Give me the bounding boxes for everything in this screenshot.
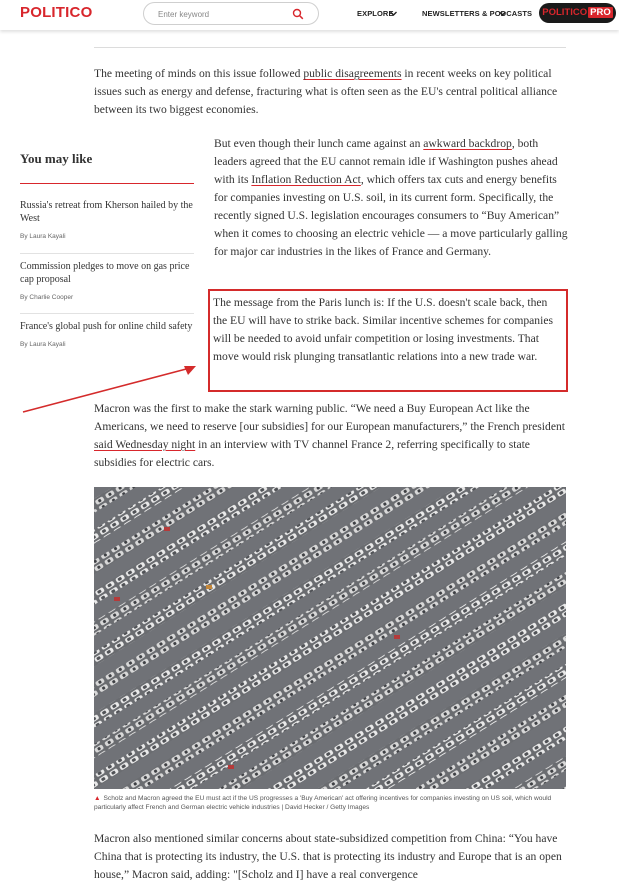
text: Macron was the first to make the stark warning public. “We need a Buy European Act like the Americans, we need to reserve [our subsidies] for our European manufacturers,” the French president: [94, 402, 565, 433]
link-awkward-backdrop[interactable]: awkward backdrop: [423, 137, 512, 150]
divider: [20, 183, 194, 184]
pro-label-politico: POLITICO: [542, 7, 588, 18]
photo-caption: [94, 795, 566, 812]
site-header: [0, 0, 619, 30]
related-article[interactable]: [20, 320, 194, 348]
chevron-down-icon: [389, 9, 398, 18]
highlighted-paragraph: The message from the Paris lunch is: If the U.S. doesn't scale back, then the EU will have to strike back. Similar incentive schemes for companies will be needed to avoid unfair competition or losing investments. That move would risk plunging transatlantic relations into a new trade war.: [213, 296, 553, 363]
article-paragraph: [94, 65, 566, 119]
related-article-author: By Laura Kayali: [20, 341, 66, 348]
related-article-title[interactable]: Commission pledges to move on gas price cap proposal: [20, 261, 190, 285]
nav-explore-label: EXPLORE: [357, 9, 394, 18]
divider: [94, 47, 566, 48]
search-input[interactable]: [158, 7, 278, 21]
divider: [20, 313, 194, 314]
article-paragraph: [94, 400, 566, 472]
search-icon[interactable]: [292, 8, 304, 20]
related-article-author: By Laura Kayali: [20, 233, 66, 240]
nav-newsletters-podcasts[interactable]: [422, 9, 532, 18]
article-paragraph: Macron also mentioned similar concerns about state-subsidized competition from China: “You have China that is protecting its industry, the U.S. that is protecting its industry and Europe that is an open house,” Macron said, adding: "[Scholz and I] have a real convergence: [94, 832, 562, 881]
nav-newsletters-label: NEWSLETTERS & PODCASTS: [422, 9, 533, 18]
you-may-like-heading: You may like: [20, 151, 93, 166]
link-inflation-reduction-act[interactable]: Inflation Reduction Act: [251, 173, 361, 186]
pro-label-pro: PRO: [590, 7, 611, 18]
text: But even though their lunch came against an: [214, 137, 424, 150]
text: The meeting of minds on this issue followed: [94, 67, 304, 80]
related-article-title[interactable]: Russia's retreat from Kherson hailed by the West: [20, 200, 193, 224]
related-article-title[interactable]: France's global push for online child safety: [20, 321, 193, 332]
politico-pro-button[interactable]: [539, 3, 616, 23]
link-said-wednesday-night[interactable]: said Wednesday night: [94, 438, 196, 451]
text: , both leaders agreed that the EU cannot remain idle if Washington pushes ahead with its: [214, 137, 558, 186]
politico-logo[interactable]: POLITICO: [20, 4, 93, 21]
chevron-down-icon: [498, 9, 507, 18]
camera-icon: ▲: [94, 795, 101, 802]
text: in recent weeks on key political issues such as energy and defense, fracturing what is often seen as the EU's central political alliance between its two biggest economies.: [94, 67, 558, 116]
search-box[interactable]: [143, 2, 319, 25]
text: in an interview with TV channel France 2, referring specifically to state subsidies for electric cars.: [94, 438, 530, 469]
article-photo: [94, 487, 566, 789]
article-paragraph: [214, 135, 568, 261]
nav-explore[interactable]: [357, 9, 394, 18]
text: , which offers tax cuts and energy benefits for companies investing on U.S. soil, in its current form. Specifically, the recently signed U.S. legislation encourages consumers to “Buy American” when it comes to choosing an electric vehicle — a move particularly galling for major car industries in the likes of France and Germany.: [214, 173, 568, 258]
related-article[interactable]: [20, 199, 194, 240]
caption-text: Scholz and Macron agreed the EU must act if the US progresses a 'Buy American' act offering incentives for companies investing on US soil, which would particularly affect French and German electric vehicle industries | David Hecker / Getty Images: [94, 795, 552, 811]
related-article[interactable]: [20, 260, 194, 301]
related-article-author: By Charlie Cooper: [20, 294, 74, 301]
link-public-disagreements[interactable]: public disagreements: [303, 67, 402, 80]
parking-lot-cars-image: [94, 487, 566, 789]
divider: [20, 253, 194, 254]
